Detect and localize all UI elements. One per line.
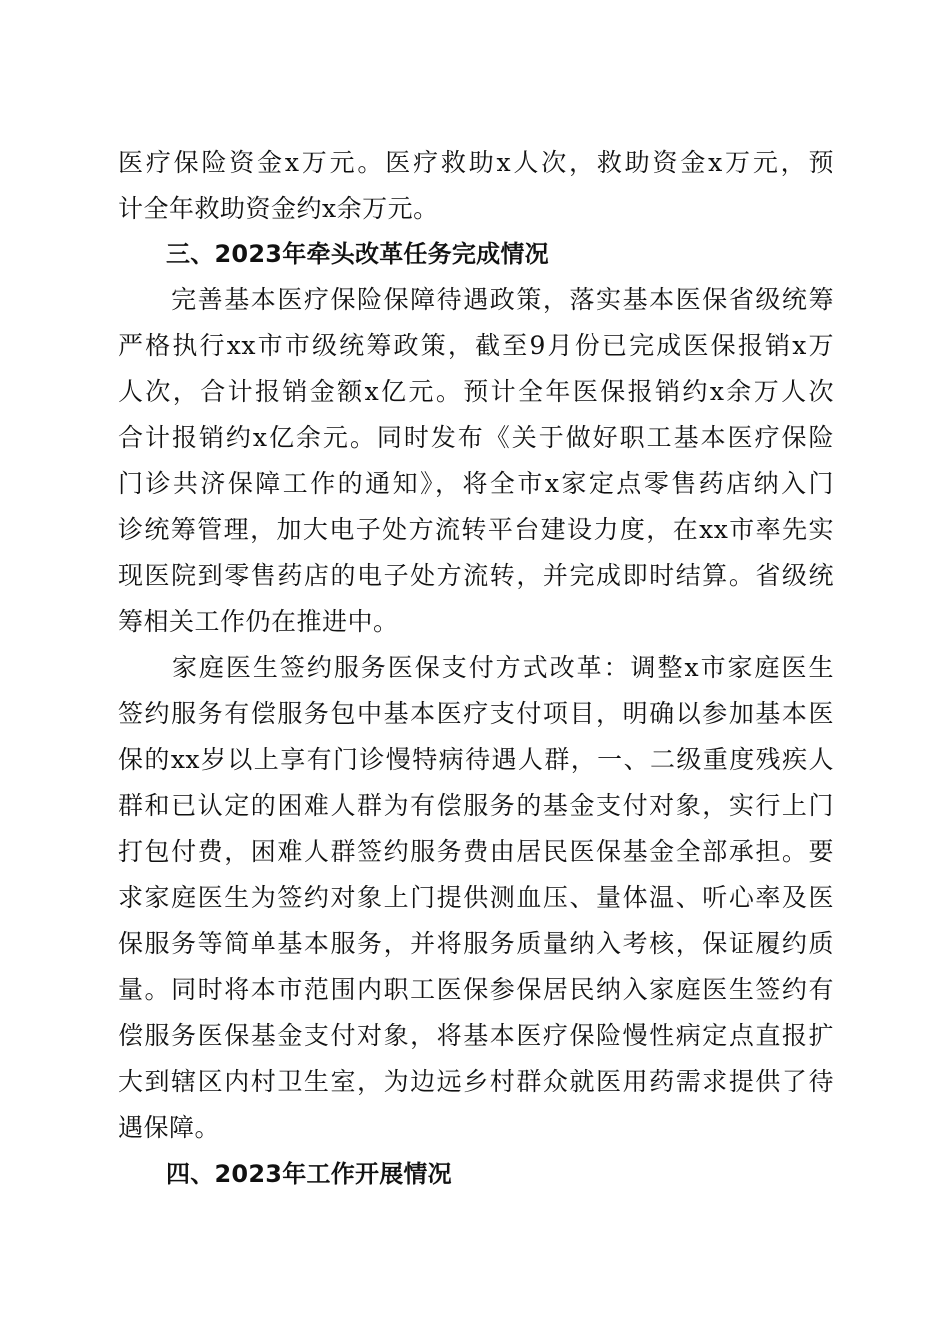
paragraph-3-line-9: 偿服务医保基金支付对象，将基本医疗保险慢性病定点直报扩 xyxy=(118,1021,834,1050)
paragraph-2-line-5: 门诊共济保障工作的通知》，将全市x家定点零售药店纳入门 xyxy=(118,469,834,498)
paragraph-2-line-7: 现医院到零售药店的电子处方流转，并完成即时结算。省级统 xyxy=(118,561,834,590)
paragraph-3-line-8: 量。同时将本市范围内职工医保参保居民纳入家庭医生签约有 xyxy=(118,975,834,1004)
paragraph-1-line-1: 医疗保险资金x万元。医疗救助x人次，救助资金x万元，预 xyxy=(118,148,834,177)
paragraph-3-line-6: 求家庭医生为签约对象上门提供测血压、量体温、听心率及医 xyxy=(118,883,834,912)
paragraph-3-line-1: 家庭医生签约服务医保支付方式改革：调整x市家庭医生 xyxy=(118,653,834,682)
paragraph-3-line-10: 大到辖区内村卫生室，为边远乡村群众就医用药需求提供了待 xyxy=(118,1067,834,1096)
paragraph-2-line-4: 合计报销约x亿余元。同时发布《关于做好职工基本医疗保险 xyxy=(118,423,834,452)
paragraph-2-line-6: 诊统筹管理，加大电子处方流转平台建设力度，在xx市率先实 xyxy=(118,515,834,544)
paragraph-1-line-2: 计全年救助资金约x余万元。 xyxy=(118,194,439,223)
paragraph-3-line-4: 群和已认定的困难人群为有偿服务的基金支付对象，实行上门 xyxy=(118,791,834,820)
paragraph-2-line-3: 人次，合计报销金额x亿元。预计全年医保报销约x余万人次 xyxy=(118,377,834,406)
paragraph-2-line-2: 严格执行xx市市级统筹政策，截至9月份已完成医保报销x万 xyxy=(118,331,834,360)
paragraph-3-line-3: 保的xx岁以上享有门诊慢特病待遇人群，一、二级重度残疾人 xyxy=(118,745,834,774)
paragraph-3-line-7: 保服务等简单基本服务，并将服务质量纳入考核，保证履约质 xyxy=(118,929,834,958)
paragraph-3-line-5: 打包付费，困难人群签约服务费由居民医保基金全部承担。要 xyxy=(118,837,834,866)
paragraph-3-line-11: 遇保障。 xyxy=(118,1113,221,1142)
paragraph-3-line-2: 签约服务有偿服务包中基本医疗支付项目，明确以参加基本医 xyxy=(118,699,834,728)
section-heading-3: 三、2023年牵头改革任务完成情况 xyxy=(166,240,549,268)
paragraph-2-line-8: 筹相关工作仍在推进中。 xyxy=(118,607,399,636)
paragraph-2-line-1: 完善基本医疗保险保障待遇政策，落实基本医保省级统筹 xyxy=(118,285,834,314)
section-heading-4: 四、2023年工作开展情况 xyxy=(166,1160,452,1188)
